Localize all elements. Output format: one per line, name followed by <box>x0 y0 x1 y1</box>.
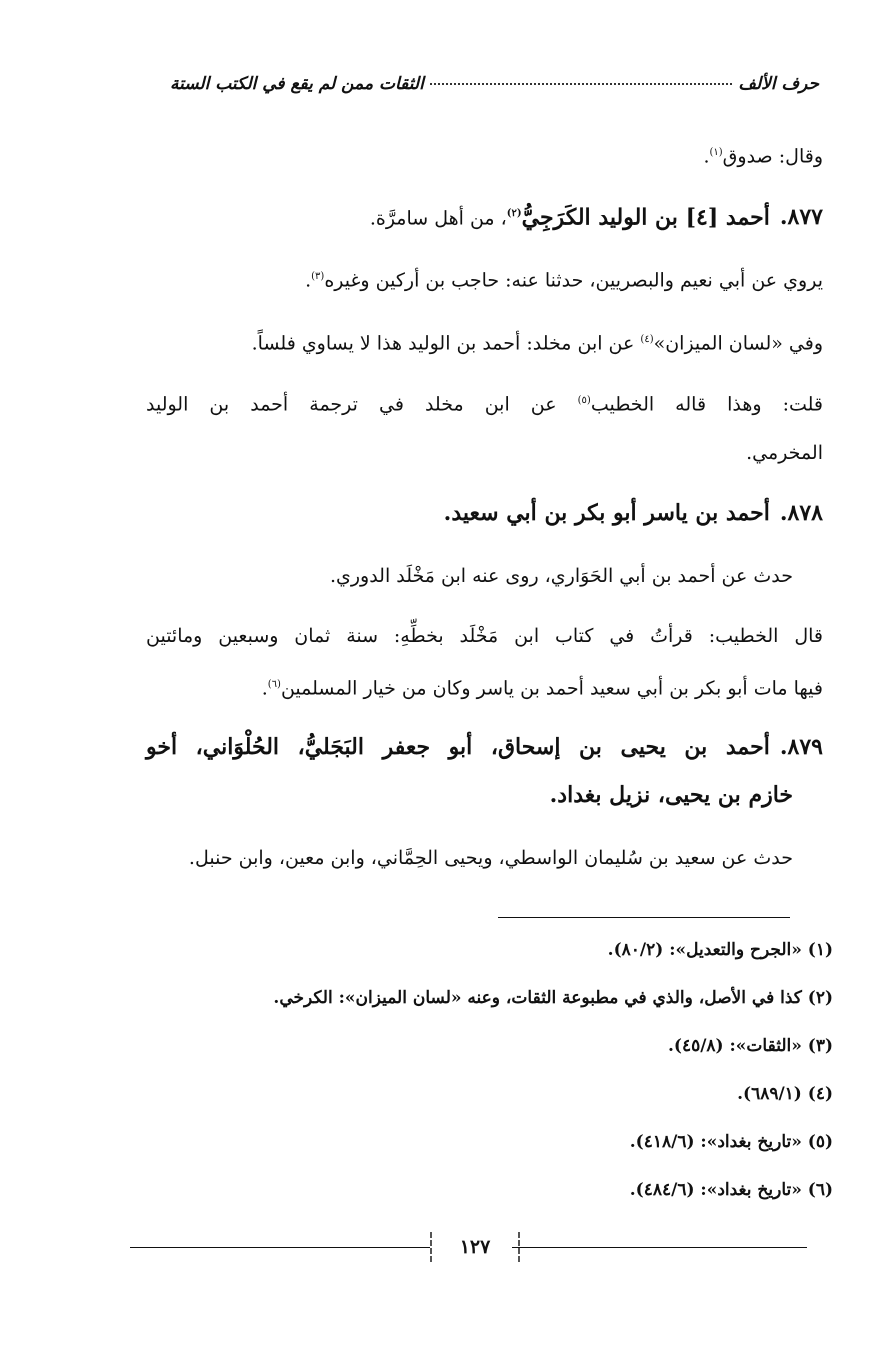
entry-tail: ، من أهل سامرَّة. <box>369 207 507 230</box>
page-number: ١٢٧ <box>430 1232 520 1262</box>
footnote-separator <box>498 917 790 918</box>
body-line-10 <box>262 670 823 703</box>
footnote-ref: (١) <box>709 147 723 158</box>
entry-name: أحمد بن يحيى بن إسحاق، أبو جعفر البَجَليُّ، الحُلْوَاني، أخو <box>146 734 770 760</box>
entry-number: ٨٧٨. <box>779 500 823 526</box>
body-line-9: قال الخطيب: قرأتُ في كتاب ابن مَخْلَد بخطِّهِ: سنة ثمان وسبعين ومائتين <box>146 625 823 647</box>
header-chapter: حرف الألف <box>738 74 819 94</box>
text: فيها مات أبو بكر بن أبي سعيد أحمد بن ياسر وكان من خيار المسلمين <box>280 677 823 700</box>
footnote-ref: (٤) <box>640 334 654 345</box>
entry-879-heading <box>146 732 823 762</box>
entry-878-heading <box>444 498 823 528</box>
entry-name: أحمد بن ياسر أبو بكر بن أبي سعيد. <box>443 500 770 526</box>
body-line-5 <box>146 386 823 419</box>
footnote-ref: (٣) <box>311 271 325 282</box>
footnote-1: (١) «الجرح والتعديل»: (٨٠/٢). <box>607 940 833 960</box>
body-line-1: وقال: صدوق$^{(١)}$. <box>703 145 823 168</box>
text: عن ابن مخلد في ترجمة أحمد بن الوليد <box>146 393 578 416</box>
footnote-3: (٣) «الثقات»: (٤٥/٨). <box>667 1036 833 1056</box>
body-line-6: المخرمي. <box>746 442 823 464</box>
text: عن ابن مخلد: أحمد بن الوليد هذا لا يساوي فلساً. <box>251 332 641 355</box>
header-dot-leader <box>430 83 733 85</box>
running-header <box>170 74 819 94</box>
body-line-4 <box>252 325 823 358</box>
entry-879-heading-continued: خازم بن يحيى، نزيل بغداد. <box>549 782 793 808</box>
entry-name: أحمد [٤] بن الوليد الكَرَجِيُّ <box>521 204 770 231</box>
footnote-ref: (٦) <box>267 679 281 690</box>
footnote-5: (٥) «تاريخ بغداد»: (٤١٨/٦). <box>629 1132 833 1152</box>
footnote-2: (٢) كذا في الأصل، والذي في مطبوعة الثقات، وعنه «لسان الميزان»: الكرخي. <box>273 988 833 1008</box>
text: يروي عن أبي نعيم والبصريين، حدثنا عنه: حاجب بن أركين وغيره <box>324 269 823 292</box>
body-line-3: يروي عن أبي نعيم والبصريين، حدثنا عنه: حاجب بن أركين وغيره$^{(٣)}$. <box>305 269 823 292</box>
footnote-6: (٦) «تاريخ بغداد»: (٤٨٤/٦). <box>629 1180 833 1200</box>
body-line-8: حدث عن أحمد بن أبي الحَوَاري، روى عنه ابن مَخْلَد الدوري. <box>329 565 793 587</box>
footnote-ref: (٢) <box>506 208 522 219</box>
text: قلت: وهذا قاله الخطيب <box>590 393 824 416</box>
footnote-ref: (٥) <box>577 395 591 406</box>
text: . <box>261 677 268 700</box>
footer-rule-right <box>512 1247 807 1248</box>
footnote-4: (٤) (٦٨٩/١). <box>737 1084 833 1104</box>
text: وفي «لسان الميزان» <box>653 332 823 355</box>
header-book-title: الثقات ممن لم يقع في الكتب الستة <box>170 74 424 94</box>
entry-number: ٨٧٩. <box>779 734 823 760</box>
body-line-13: حدث عن سعيد بن سُليمان الواسطي، ويحيى الحِمَّاني، وابن معين، وابن حنبل. <box>188 847 793 869</box>
entry-877-heading <box>370 199 823 233</box>
footer-rule-left <box>130 1247 430 1248</box>
text: وقال: صدوق <box>722 145 823 168</box>
entry-number: ٨٧٧. <box>779 204 823 231</box>
